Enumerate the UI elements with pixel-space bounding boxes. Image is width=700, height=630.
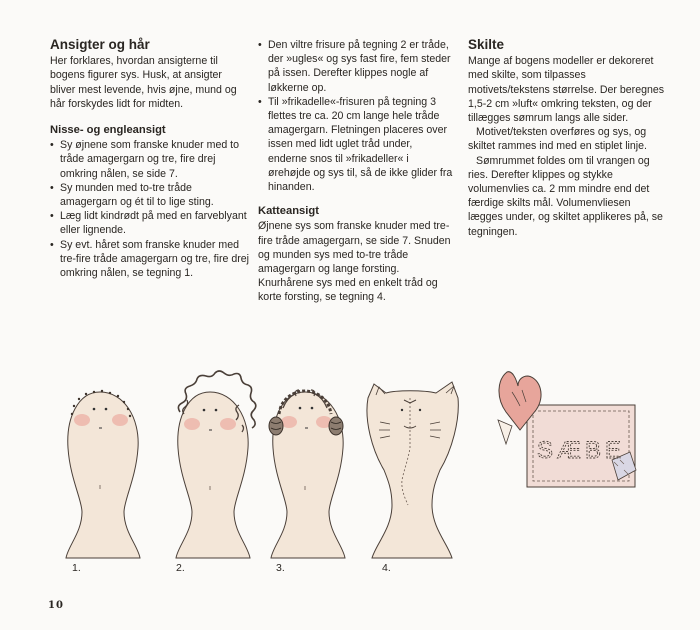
list-item: • Læg lidt kindrødt på med en farveblyant eller lignende. bbox=[50, 209, 250, 237]
figure-label-4: 4. bbox=[382, 562, 391, 574]
intro-paragraph: Her forklares, hvordan ansigterne til bogens figurer sys. Husk, at ansigter bliver mest levende, hvis øjne, mund og hår forskydes lidt for midten. bbox=[50, 55, 237, 110]
figure-1-face bbox=[66, 390, 140, 558]
signs-paragraph-2: Motivet/teksten overføres og sys, og skiltet rammes ind med en stiplet linje. bbox=[468, 126, 647, 153]
page-number: 10 bbox=[48, 600, 64, 611]
signs-paragraph-1: Mange af bogens modeller er dekoreret med skilte, som tilpasses motivets/tekstens størrelse. Der beregnes 1,5-2 cm »luft« omkring teksten, og der tillægges sømrum langs alle sider. bbox=[468, 55, 665, 125]
sign-text: SÆBE bbox=[536, 437, 626, 464]
section-title-faces: Ansigter og hår bbox=[50, 37, 150, 52]
list-item: • Til »frikadelle«-frisuren på tegning 3 flettes tre ca. 20 cm lange hele tråde amagergarn. Fletningen placeres over issen med lidt uglet tråd under, enderne snos til »frikadeller« i ørehøjde og sys til, så de ikke glider fra hinanden. bbox=[258, 95, 454, 194]
sign-illustration bbox=[498, 372, 636, 487]
figure-4-cat bbox=[367, 382, 458, 558]
signs-paragraph-3: Sømrummet foldes om til vrangen og ries. Derefter klippes og stykke volumenvlies ca. 2 mm mindre end det færdige skilts mål. Volumenvliesen lægges under, og skiltet applikeres på, se tegningen. bbox=[468, 154, 663, 238]
list-item: • Sy munden med to-tre tråde amagergarn og ét til to lige sting. bbox=[50, 181, 250, 209]
cat-paragraph: Øjnene sys som franske knuder med tre-fire tråde amagergarn, se side 7. Snuden og munden sys med to-tre tråde amagergarn og lange forsting. Knurhårene sys med en enkelt tråd og korte forsting, se tegning 4. bbox=[258, 220, 451, 304]
figure-2-face bbox=[176, 371, 256, 558]
subtitle-cat-face: Katteansigt bbox=[258, 205, 319, 218]
figure-label-3: 3. bbox=[276, 562, 285, 574]
figure-3-face bbox=[269, 390, 345, 558]
section-title-signs: Skilte bbox=[468, 37, 505, 52]
figure-label-2: 2. bbox=[176, 562, 185, 574]
list-item: • Den viltre frisure på tegning 2 er tråde, der »ugles« og sys fast fire, fem steder på issen. Derefter klippes nogle af løkkerne op. bbox=[258, 38, 454, 95]
figure-label-1: 1. bbox=[72, 562, 81, 574]
list-item: • Sy evt. håret som franske knuder med tre-fire tråde amagergarn og tre, fire drej omkring nålen, se tegning 1. bbox=[50, 238, 250, 281]
list-item: • Sy øjnene som franske knuder med to tråde amagergarn og tre, fire drej omkring nålen, se side 7. bbox=[50, 138, 250, 181]
subtitle-elf-angel: Nisse- og engleansigt bbox=[50, 124, 166, 137]
